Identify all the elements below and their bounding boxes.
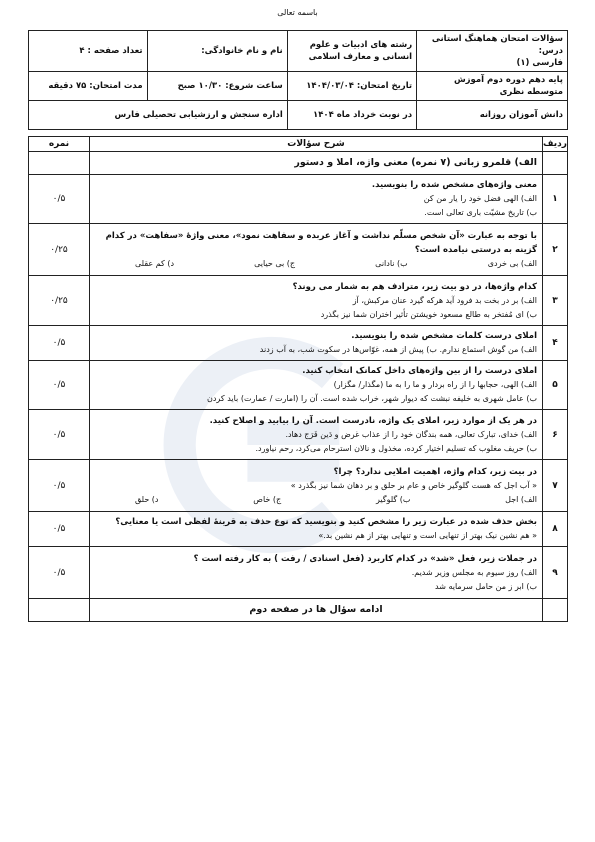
- question-score: ۰/۵: [29, 326, 90, 361]
- question-body: [90, 410, 543, 460]
- option-item: ج) خاص: [253, 494, 282, 504]
- question-title: معنی واژه‌های مشخص شده را بنویسید.: [371, 180, 537, 190]
- option-item: الف) بی خردی: [487, 258, 537, 268]
- col-questions-header: شرح سؤالات: [90, 137, 543, 152]
- page-count: تعداد صفحه : ۴: [29, 31, 148, 72]
- question-line: الف) الهی، حجابها را از راه بردار و ما را به ما (مگذار/ مگزار): [333, 380, 537, 389]
- question-body: [90, 224, 543, 276]
- name-label: نام و نام خانوادگی:: [147, 31, 287, 72]
- question-number: ۷: [543, 460, 568, 512]
- question-number: ۶: [543, 410, 568, 460]
- question-body: [90, 547, 543, 599]
- question-score: ۰/۵: [29, 361, 90, 410]
- question-title: املای درست کلمات مشخص شده را بنویسید.: [351, 331, 537, 341]
- question-row: [29, 224, 568, 276]
- questions-table: [28, 136, 568, 622]
- field-cell: رشته های ادبیات و علوم انسانی و معارف اسلامی: [287, 31, 416, 72]
- question-body: [90, 512, 543, 547]
- question-title: کدام واژه‌ها، در دو بیت زیر، مترادف هم به شمار می روند؟: [292, 281, 537, 292]
- question-title: در جملات زیر، فعل «شد» در کدام کاربرد (فعل اسنادی / رفت ) به کار رفته است ؟: [193, 553, 537, 564]
- question-row: [29, 547, 568, 599]
- continue-note: ادامه سؤال ها در صفحه دوم: [90, 599, 543, 622]
- question-row: [29, 175, 568, 224]
- question-line: « هم نشین نیک بهتر از تنهایی است و تنهایی بهتر از هم نشین بد.»: [318, 531, 537, 540]
- question-score: ۰/۲۵: [29, 224, 90, 276]
- option-item: الف) اجل: [505, 494, 537, 504]
- exam-title-cell: سؤالات امتحان هماهنگ استانی درس: فارسی (۱): [417, 31, 568, 72]
- question-number: ۹: [543, 547, 568, 599]
- question-score: ۰/۵: [29, 410, 90, 460]
- start-time: ساعت شروع: ۱۰/۳۰ صبح: [147, 72, 287, 101]
- section-a-title: الف) قلمرو زبانی (۷ نمره) معنی واژه، املا و دستور: [90, 152, 543, 175]
- question-title: بخش حذف شده در عبارت زیر را مشخص کنید و بنویسید که نوع حذف به قرینهٔ لفظی است یا معنایی؟: [115, 517, 537, 527]
- question-score: ۰/۲۵: [29, 276, 90, 326]
- session-cell: در نوبت خرداد ماه ۱۴۰۴: [287, 101, 416, 130]
- question-row: [29, 410, 568, 460]
- page-top-title: باسمه تعالی: [277, 8, 318, 17]
- question-row: [29, 276, 568, 326]
- question-number: ۴: [543, 326, 568, 361]
- option-item: د) حلق: [135, 494, 159, 504]
- question-body: [90, 361, 543, 410]
- exam-header: [28, 30, 568, 130]
- exam-date: تاریخ امتحان: ۱۴۰۴/۰۳/۰۴: [287, 72, 416, 101]
- question-score: ۰/۵: [29, 547, 90, 599]
- question-number: ۱: [543, 175, 568, 224]
- question-number: ۲: [543, 224, 568, 276]
- question-line: « آب اجل که هست گلوگیر خاص و عام بر حلق و بر دهان شما نیز بگذرد »: [290, 480, 537, 490]
- question-body: [90, 276, 543, 326]
- col-row-header: ردیف: [543, 137, 568, 152]
- question-line: الف) خدای، تبارک تعالی، همه بندگان خود را از عذاب غرض و دَین فَرَج دهاد.: [285, 429, 537, 439]
- question-line: ب) تاریخ مشیّت باری تعالی است.: [424, 208, 537, 217]
- question-row: [29, 460, 568, 512]
- duration: مدت امتحان: ۷۵ دقیقه: [29, 72, 148, 101]
- question-body: [90, 326, 543, 361]
- question-number: ۵: [543, 361, 568, 410]
- question-options: [95, 257, 537, 271]
- option-item: ج) بی حیایی: [254, 258, 296, 268]
- question-number: ۳: [543, 276, 568, 326]
- question-line: الف) من گوش استماع ندارم. ب) پیش از همه، غوّاس‌ها در سکوت شب، به آب زدند: [259, 345, 537, 354]
- students-cell: دانش آموزان روزانه: [417, 101, 568, 130]
- question-line: الف) بر در بخت بد فرود آید هرکه گیرد عنان مرکبش، آز: [352, 295, 537, 305]
- grade-cell: پایه دهم دوره دوم آموزش متوسطه نظری: [417, 72, 568, 101]
- question-line: الف) الهی فضل خود را یار من کن: [423, 194, 537, 203]
- question-title: در هر یک از موارد زیر، املای یک واژه، نادرست است. آن را بیابید و اصلاح کنید.: [209, 415, 537, 426]
- question-number: ۸: [543, 512, 568, 547]
- question-body: [90, 175, 543, 224]
- question-line: ب) عامل شهری به خلیفه نبشت که دیوار شهر، خراب شده است. آن را (امارت / عمارت) باید کردن: [206, 394, 537, 403]
- question-line: ب) حریف مغلوب که تسلیم اختیار کرده، مخذول و نالان استرحام می‌کرد، رحم نیاورد.: [255, 443, 537, 453]
- question-line: الف) روز سیوم به مجلس وزیر شدیم.: [411, 567, 537, 577]
- office-cell: اداره سنجش و ارزشیابی تحصیلی فارس: [29, 101, 288, 130]
- col-score-header: نمره: [29, 137, 90, 152]
- question-line: ب) ابر ز من حامل سرمایه شد: [435, 581, 537, 591]
- question-options: [95, 493, 537, 507]
- question-score: ۰/۵: [29, 175, 90, 224]
- question-row: [29, 512, 568, 547]
- question-score: ۰/۵: [29, 512, 90, 547]
- option-item: د) کم عقلی: [135, 258, 175, 268]
- question-line: ب) ای مُفتخر به طالع مسعود خویشتن تأثیر اختران شما نیز بگذرد: [320, 309, 537, 319]
- question-score: ۰/۵: [29, 460, 90, 512]
- option-item: ب) نادانی: [375, 258, 408, 268]
- question-body: [90, 460, 543, 512]
- question-title: در بیت زیر، کدام واژه، اهمیت املایی ندارد؟ چرا؟: [333, 466, 537, 477]
- question-title: با توجه به عبارت «آن شخص مسلّم نداشت و آغاز عربده و سفاهت نمود»، معنی واژهٔ «سفاهت» در کدام گزینه به درستی نیامده است؟: [105, 230, 537, 255]
- option-item: ب) گلوگیر: [375, 494, 411, 504]
- question-row: [29, 361, 568, 410]
- question-title: املای درست را از بین واژه‌های داخل کمانک انتخاب کنید.: [302, 366, 537, 376]
- question-row: [29, 326, 568, 361]
